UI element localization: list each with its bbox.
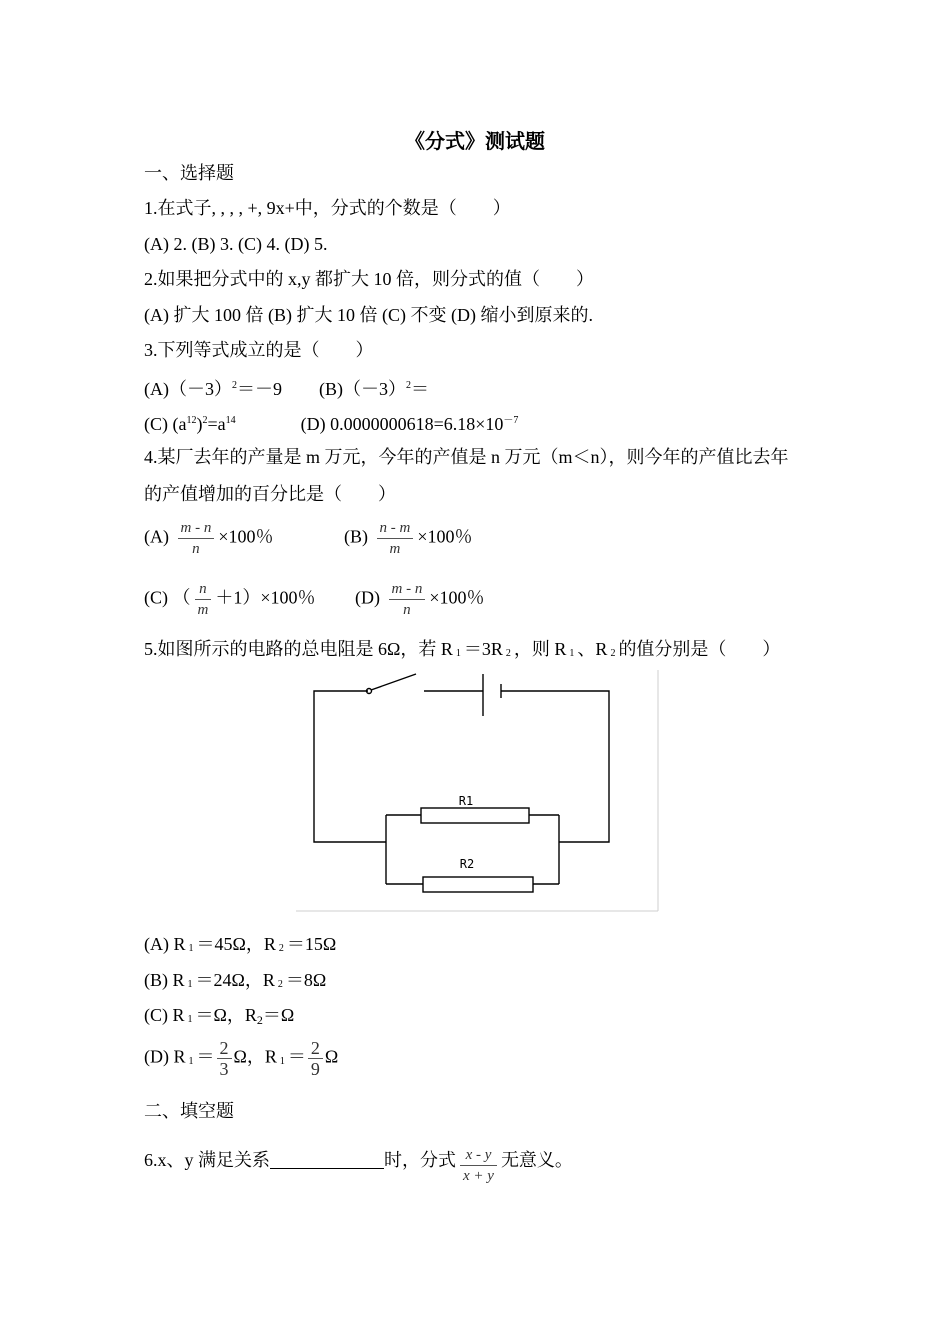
section-heading-choice: 一、选择题 xyxy=(144,163,234,183)
question-3: 3.下列等式成立的是（ ） xyxy=(144,340,374,360)
r1-label: R1 xyxy=(458,794,474,808)
question-3-options-cd xyxy=(144,410,518,435)
question-4-line1: 4.某厂去年的产量是 m 万元，今年的产值是 n 万元（m＜n），则今年的产值比去年 xyxy=(144,447,789,467)
question-6: 6.x、y 满足关系 时，分式 $\frac{x - y}{x + y}$ 无意义。 xyxy=(144,1147,573,1184)
question-4-line2: 的产值增加的百分比是（ ） xyxy=(144,484,396,504)
option-c: (C) $(a^{12})^2=a^{14}$ xyxy=(144,414,236,434)
question-5-option-d: (D) R 1 ＝ $\frac{2}{3}$ Ω，R 1 ＝ $\frac{2}{9}$ Ω xyxy=(144,1038,339,1079)
question-2-options: (A) 扩大 100 倍 (B) 扩大 10 倍 (C) 不变 (D) 缩小到原来的. xyxy=(144,305,593,325)
question-1: 1.在式子, , , , +, 9x+中，分式的个数是（ ） xyxy=(144,198,511,218)
switch-lever xyxy=(371,674,416,690)
wire-left xyxy=(314,691,386,842)
question-4-option-a: (A) $\frac{m - n}{n}$ ×100％ xyxy=(144,520,274,557)
answer-blank[interactable] xyxy=(270,1150,384,1169)
question-2: 2.如果把分式中的 x,y 都扩大 10 倍，则分式的值（ ） xyxy=(144,269,594,289)
page-title: 《分式》测试题 xyxy=(405,131,545,153)
r2-label: R2 xyxy=(459,857,475,871)
question-5-option-b: (B) R 1 ＝24Ω，R 2 ＝8Ω xyxy=(144,970,327,990)
question-4-option-c: (C) （ $\frac{n}{m}$ ＋1）×100％ xyxy=(144,581,316,618)
question-4-option-d: (D) $\frac{m - n}{n}$ ×100％ xyxy=(355,581,485,618)
wire-right xyxy=(501,691,609,842)
option-a: $(A)(-3)^2=-9$ xyxy=(144,379,282,399)
question-5: 5.如图所示的电路的总电阻是 6Ω，若 R 1 ＝3R 2 ，则 R 1 、R 2 的值分别是（ ） xyxy=(144,639,781,659)
question-1-options: (A) 2. (B) 3. (C) 4. (D) 5. xyxy=(144,234,328,254)
option-b: $(B)(-3)^2=$ xyxy=(319,379,429,399)
circuit-diagram xyxy=(296,670,660,912)
section-heading-fill: 二、填空题 xyxy=(144,1101,234,1121)
question-4-option-b: (B) $\frac{n - m}{m}$ ×100％ xyxy=(344,520,473,557)
resistor-r1 xyxy=(421,808,529,823)
question-5-option-a: (A) R 1 ＝45Ω，R 2 ＝15Ω xyxy=(144,934,337,954)
question-5-option-c: (C) R 1 ＝Ω，R2＝Ω xyxy=(144,1005,295,1027)
question-3-options-ab xyxy=(144,375,429,400)
option-d: (D) $0.0000000618=6.18\times 10^{-7}$ xyxy=(300,414,519,434)
resistor-r2 xyxy=(423,877,533,892)
